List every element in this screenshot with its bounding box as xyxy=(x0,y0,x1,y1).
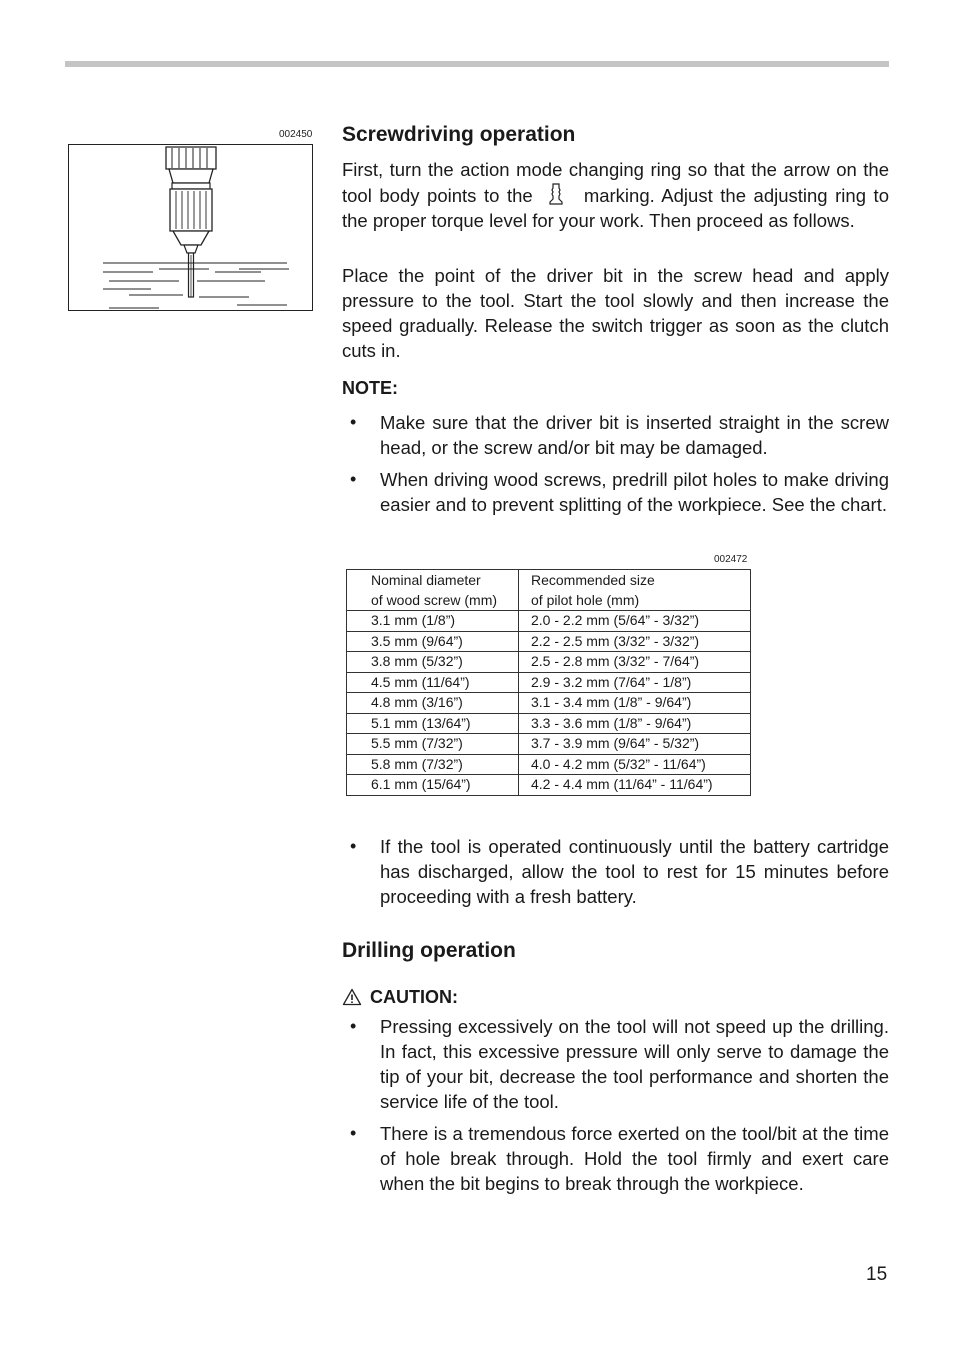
warning-triangle-icon xyxy=(342,988,362,1006)
table-row xyxy=(347,734,751,755)
cell-screw-diameter: 5.5 mm (7/32”) xyxy=(347,734,519,755)
para1-after-icon: marking. Adjust the adjusting ring to the proper torque level for your work. Then proceed as follows. xyxy=(342,185,889,231)
caution-item xyxy=(342,1121,889,1196)
cell-pilot-hole: 3.7 - 3.9 mm (9/64” - 5/32”) xyxy=(519,734,751,755)
cell-screw-diameter: 4.8 mm (3/16”) xyxy=(347,693,519,714)
note-text: If the tool is operated continuously until the battery cartridge has discharged, allow the tool to rest for 15 minutes before proceeding with a fresh battery. xyxy=(380,836,889,907)
cell-screw-diameter: 3.5 mm (9/64”) xyxy=(347,631,519,652)
cell-pilot-hole: 2.2 - 2.5 mm (3/32” - 3/32”) xyxy=(519,631,751,652)
table-row xyxy=(347,611,751,632)
note-item xyxy=(342,410,889,460)
section-heading-screwdriving: Screwdriving operation xyxy=(342,123,576,146)
note-item xyxy=(342,834,889,909)
header-pilot-hole xyxy=(519,570,751,611)
cell-screw-diameter: 5.1 mm (13/64”) xyxy=(347,713,519,734)
caution-text: There is a tremendous force exerted on the tool/bit at the time of hole break through. Hold the tool firmly and exert care when the bit begins to break through the workpiece. xyxy=(380,1123,889,1194)
pilot-hole-table xyxy=(346,569,751,796)
para1-before-icon: First, turn the action mode changing ring so that the arrow on the tool body points to the xyxy=(342,159,889,206)
note-item xyxy=(342,467,889,517)
note-text: When driving wood screws, predrill pilot holes to make driving easier and to prevent splitting of the workpiece. See the chart. xyxy=(380,469,889,515)
bullet-dot: • xyxy=(350,469,357,489)
cell-pilot-hole: 3.1 - 3.4 mm (1/8” - 9/64”) xyxy=(519,693,751,714)
cell-pilot-hole: 2.0 - 2.2 mm (5/64” - 3/32”) xyxy=(519,611,751,632)
page-number: 15 xyxy=(866,1264,888,1285)
table-row xyxy=(347,631,751,652)
drill-screwdriving-drawing xyxy=(69,145,311,309)
header-line: Nominal diameter xyxy=(371,572,481,588)
screwdriving-illustration xyxy=(68,144,313,311)
header-rule xyxy=(65,61,889,67)
screwdriving-paragraph-1 xyxy=(342,157,889,233)
table-row xyxy=(347,713,751,734)
header-line: of pilot hole (mm) xyxy=(531,592,640,608)
caution-item xyxy=(342,1014,889,1114)
header-screw-diameter xyxy=(347,570,519,611)
figure-code-screwdriver: 002450 xyxy=(279,129,313,140)
note-label: NOTE: xyxy=(342,378,398,398)
bullet-dot: • xyxy=(350,1016,357,1036)
cell-screw-diameter: 5.8 mm (7/32”) xyxy=(347,754,519,775)
table-row xyxy=(347,672,751,693)
cell-pilot-hole: 2.5 - 2.8 mm (3/32” - 7/64”) xyxy=(519,652,751,673)
header-line: Recommended size xyxy=(531,572,655,588)
cell-pilot-hole: 3.3 - 3.6 mm (1/8” - 9/64”) xyxy=(519,713,751,734)
bullet-dot: • xyxy=(350,1123,357,1143)
caution-label: CAUTION: xyxy=(370,987,458,1007)
cell-screw-diameter: 6.1 mm (15/64”) xyxy=(347,775,519,796)
cell-screw-diameter: 4.5 mm (11/64”) xyxy=(347,672,519,693)
table-row xyxy=(347,775,751,796)
cell-pilot-hole: 4.2 - 4.4 mm (11/64” - 11/64”) xyxy=(519,775,751,796)
screw-mode-icon xyxy=(546,182,566,204)
table-row xyxy=(347,693,751,714)
cell-pilot-hole: 4.0 - 4.2 mm (5/32” - 11/64”) xyxy=(519,754,751,775)
table-row xyxy=(347,652,751,673)
note-text: Make sure that the driver bit is inserted straight in the screw head, or the screw and/or bit may be damaged. xyxy=(380,412,889,458)
table-header-row xyxy=(347,570,751,611)
cell-screw-diameter: 3.1 mm (1/8”) xyxy=(347,611,519,632)
bullet-dot: • xyxy=(350,412,357,432)
screwdriving-paragraph-2: Place the point of the driver bit in the screw head and apply pressure to the tool. Start the tool slowly and then increase the speed gradually. Release the switch trigger as soon as the clutch cuts in. xyxy=(342,265,889,361)
section-heading-drilling: Drilling operation xyxy=(342,939,516,962)
caution-label-row xyxy=(342,985,458,1009)
table-row xyxy=(347,754,751,775)
figure-code-table: 002472 xyxy=(714,554,748,565)
cell-pilot-hole: 2.9 - 3.2 mm (7/64” - 1/8”) xyxy=(519,672,751,693)
bullet-dot: • xyxy=(350,836,357,856)
caution-text: Pressing excessively on the tool will not speed up the drilling. In fact, this excessive pressure will only serve to damage the tip of your bit, decrease the tool performance and shorten the service life of the tool. xyxy=(380,1016,889,1112)
cell-screw-diameter: 3.8 mm (5/32”) xyxy=(347,652,519,673)
header-line: of wood screw (mm) xyxy=(371,592,498,608)
